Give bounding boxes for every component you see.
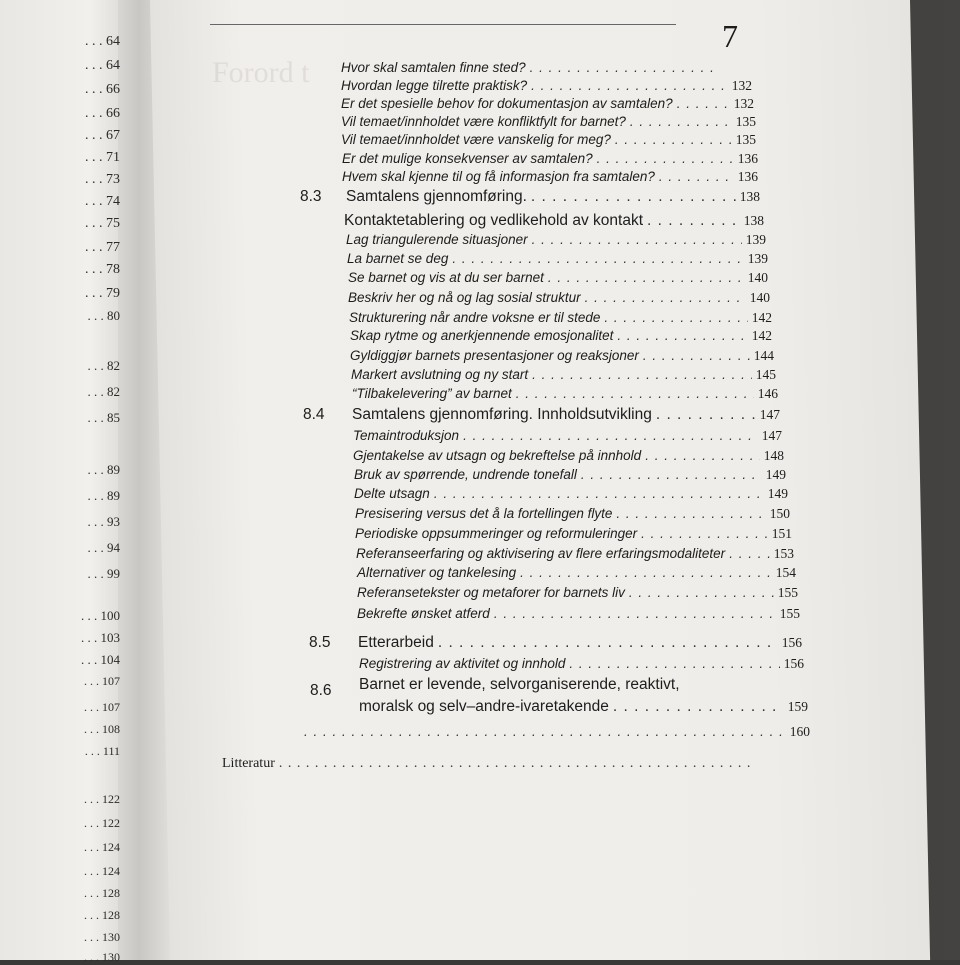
- dot-leader: [520, 565, 772, 580]
- toc-entry-title: Markert avslutning og ny start: [351, 367, 529, 382]
- toc-entry-page: 140: [749, 290, 770, 305]
- dot-leader: [548, 270, 744, 285]
- toc-entry-page: 155: [777, 585, 798, 600]
- toc-heading-entry: [359, 676, 806, 694]
- dot-leader: [581, 467, 762, 482]
- toc-entry-title: Gjentakelse av utsagn og bekreftelse på innhold: [353, 448, 642, 463]
- toc-entry: [341, 78, 752, 94]
- toc-heading-entry: [346, 188, 760, 206]
- dot-leader: [659, 169, 734, 184]
- toc-entry: [346, 232, 766, 248]
- left-page-number: . . . 80: [87, 308, 120, 323]
- left-page-number: . . . 89: [87, 488, 120, 503]
- dot-leader: [615, 132, 732, 147]
- toc-entry-page: 148: [763, 448, 784, 463]
- toc-entry-page: 142: [751, 328, 772, 343]
- toc-entry-title: Beskriv her og nå og lag sosial struktur: [348, 290, 581, 305]
- toc-entry-title: Hvor skal samtalen finne sted?: [341, 60, 526, 75]
- toc-entry-page: 156: [781, 635, 802, 650]
- dot-leader: [532, 232, 742, 247]
- left-page-number: . . . 111: [84, 744, 120, 758]
- left-page-number: . . . 82: [87, 358, 120, 373]
- toc-entry: [356, 546, 794, 562]
- left-page-number: . . . 108: [84, 722, 120, 736]
- dot-leader: [645, 448, 760, 463]
- toc-entry: [350, 328, 772, 344]
- section-number: 8.4: [303, 406, 325, 423]
- left-page-number: . . . 66: [85, 106, 120, 121]
- left-page-number: . . . 99: [87, 566, 120, 581]
- toc-entry: [357, 565, 796, 581]
- toc-entry: [342, 169, 758, 185]
- toc-entry-title: Skap rytme og anerkjennende emosjonalitet: [350, 328, 614, 343]
- toc-entry-page: 132: [733, 96, 754, 111]
- toc-entry-title: Er det spesielle behov for dokumentasjon av samtalen?: [341, 96, 673, 111]
- left-page-number: . . . 93: [87, 514, 120, 529]
- toc-entry-page: 154: [775, 565, 796, 580]
- toc-heading-entry: [358, 634, 802, 652]
- toc-entry-page: 132: [731, 78, 752, 93]
- section-number: 8.5: [309, 634, 331, 651]
- dot-leader: [434, 486, 764, 501]
- toc-entry-title: Gyldiggjør barnets presentasjoner og reaksjoner: [350, 348, 639, 363]
- dot-leader: [569, 656, 779, 671]
- dot-leader: [656, 406, 756, 424]
- dot-leader: [463, 428, 758, 443]
- toc-entry: [348, 290, 770, 306]
- toc-entry-title: “Tilbakelevering” av barnet: [352, 386, 512, 401]
- toc-entry-title: Vil temaet/innholdet være vanskelig for meg?: [341, 132, 611, 147]
- toc-entry-title: moralsk og selv–andre-ivaretakende: [359, 698, 609, 715]
- toc-entry: [342, 151, 758, 167]
- toc-entry: [355, 526, 792, 542]
- toc-entry-title: Alternativer og tankelesing: [357, 565, 517, 580]
- left-page-number: . . . 107: [84, 674, 120, 688]
- toc-entry: [300, 724, 810, 740]
- toc-entry-title: Delte utsagn: [354, 486, 430, 501]
- toc-entry-title: Referanseerfaring og aktivisering av flere erfaringsmodaliteter: [356, 546, 726, 561]
- toc-entry-page: 135: [735, 114, 756, 129]
- dot-leader: [677, 96, 730, 111]
- left-page-number: . . . 107: [84, 700, 120, 714]
- dot-leader: [438, 634, 778, 652]
- toc-entry: [341, 96, 754, 112]
- left-page-number: . . . 82: [87, 384, 120, 399]
- toc-entry-title: Lag triangulerende situasjoner: [346, 232, 528, 247]
- toc-entry: [352, 386, 778, 402]
- toc-entry-title: Vil temaet/innholdet være konfliktfylt for barnet?: [341, 114, 626, 129]
- toc-entry-page: 147: [761, 428, 782, 443]
- dot-leader: [532, 367, 752, 382]
- left-page-number: . . . 100: [81, 608, 120, 623]
- toc-entry-page: 155: [779, 606, 800, 621]
- left-page-number: . . . 128: [84, 886, 120, 900]
- toc-entry-page: 144: [753, 348, 774, 363]
- toc-entry-page: 136: [737, 169, 758, 184]
- left-page-number: . . . 64: [85, 34, 120, 49]
- dot-leader: [643, 348, 750, 363]
- left-page-number: . . . 71: [85, 150, 120, 165]
- toc-entry-title: Se barnet og vis at du ser barnet: [348, 270, 544, 285]
- left-page-number: . . . 89: [87, 462, 120, 477]
- left-page-number: . . . 64: [85, 58, 120, 73]
- toc-entry: [350, 348, 774, 364]
- dot-leader: [585, 290, 746, 305]
- toc-entry: [353, 428, 782, 444]
- toc-entry-title: Bruk av spørrende, undrende tonefall: [354, 467, 577, 482]
- toc-entry-title: Registrering av aktivitet og innhold: [359, 656, 566, 671]
- toc-entry-page: 146: [757, 386, 778, 401]
- toc-entry: [354, 467, 786, 483]
- toc-entry-title: Hvem skal kjenne til og få informasjon fra samtalen?: [342, 169, 655, 184]
- toc-entry: [341, 132, 756, 148]
- toc-entry-page: 140: [747, 270, 768, 285]
- toc-entry-page: 142: [751, 310, 772, 325]
- toc-entry: [357, 606, 800, 622]
- left-page-number: . . . 67: [85, 128, 120, 143]
- left-page-number: . . . 122: [84, 792, 120, 806]
- dot-leader: [729, 546, 770, 561]
- left-page-number: . . . 103: [81, 630, 120, 645]
- toc-entry-title: Samtalens gjennomføring. Innholdsutvikling: [352, 406, 652, 423]
- toc-entry: [355, 506, 790, 522]
- toc-entry-page: 160: [789, 724, 810, 739]
- toc-entry-title: La barnet se deg: [347, 251, 449, 266]
- toc-entry-page: 153: [773, 546, 794, 561]
- toc-entry-page: 136: [737, 151, 758, 166]
- dot-leader: [630, 114, 732, 129]
- toc-entry-title: Periodiske oppsummeringer og reformuleringer: [355, 526, 638, 541]
- header-rule: [210, 24, 676, 25]
- toc-entry-page: 150: [769, 506, 790, 521]
- dot-leader: [279, 756, 756, 772]
- toc-entry: [347, 251, 768, 267]
- toc-heading-entry: [352, 406, 780, 424]
- toc-entry-title: Er det mulige konsekvenser av samtalen?: [342, 151, 593, 166]
- toc-entry-title: Litteratur: [222, 756, 275, 771]
- toc-entry-page: 149: [767, 486, 788, 501]
- dot-leader: [531, 188, 736, 206]
- toc-entry-title: Hvordan legge tilrette praktisk?: [341, 78, 528, 93]
- left-page-number: . . . 77: [85, 240, 120, 255]
- toc-entry-title: Presisering versus det å la fortellingen flyte: [355, 506, 613, 521]
- toc-entry: [351, 367, 776, 383]
- toc-entry-title: Etterarbeid: [358, 634, 434, 651]
- dot-leader: [616, 506, 765, 521]
- left-page-number: . . . 85: [87, 410, 120, 425]
- toc-entry-page: 149: [765, 467, 786, 482]
- toc-entry: [354, 486, 788, 502]
- left-page-number: . . . 74: [85, 194, 120, 209]
- dot-leader: [531, 78, 728, 93]
- toc-entry-page: 139: [747, 251, 768, 266]
- toc-entry: [341, 60, 720, 75]
- toc-heading-entry: [344, 212, 764, 230]
- toc-entry-page: 138: [743, 213, 764, 228]
- toc-entry: [359, 656, 804, 672]
- toc-entry: [349, 310, 772, 326]
- toc-entry-page: 159: [787, 699, 808, 714]
- toc-entry: [357, 585, 798, 601]
- left-page-number: . . . 124: [84, 840, 120, 854]
- toc-entry-page: 139: [745, 232, 766, 247]
- dot-leader: [494, 606, 776, 621]
- toc-entry-page: 147: [759, 407, 780, 422]
- toc-entry-title: Bekrefte ønsket atferd: [357, 606, 490, 621]
- dot-leader: [604, 310, 747, 325]
- toc-entry-title: Strukturering når andre voksne er til stede: [349, 310, 601, 325]
- left-page-number: . . . 78: [85, 262, 120, 277]
- toc-entry: [341, 114, 756, 130]
- dot-leader: [530, 60, 716, 75]
- page-number: 7: [722, 18, 738, 54]
- dot-leader: [647, 212, 740, 230]
- dot-leader: [516, 386, 754, 401]
- toc-entry-page: 156: [783, 656, 804, 671]
- left-page-number: . . . 66: [85, 82, 120, 97]
- toc-heading-entry: [359, 698, 808, 716]
- dot-leader: [452, 251, 743, 266]
- toc-entry-title: Samtalens gjennomføring.: [346, 188, 527, 205]
- dot-leader: [304, 724, 786, 739]
- dot-leader: [597, 151, 734, 166]
- left-page-number: . . . 73: [85, 172, 120, 187]
- toc-entry: [353, 448, 784, 464]
- toc-entry-title: Barnet er levende, selvorganiserende, reaktivt,: [359, 676, 680, 693]
- toc-entry: [222, 756, 760, 772]
- left-page-number: . . . 94: [87, 540, 120, 555]
- toc-entry-page: 145: [755, 367, 776, 382]
- section-number: 8.6: [310, 682, 332, 699]
- dot-leader: [629, 585, 774, 600]
- toc-entry-page: 151: [771, 526, 792, 541]
- left-page-number: . . . 104: [81, 652, 120, 667]
- dot-leader: [617, 328, 747, 343]
- toc-entry-title: Referansetekster og metaforer for barnets liv: [357, 585, 625, 600]
- toc-entry: [348, 270, 768, 286]
- dot-leader: [641, 526, 768, 541]
- section-number: 8.3: [300, 188, 322, 205]
- ghost-heading: Forord t: [212, 56, 310, 89]
- left-page-number: . . . 130: [84, 930, 120, 944]
- left-page-number: . . . 130: [84, 950, 120, 964]
- left-page-number: . . . 128: [84, 908, 120, 922]
- left-page-number: . . . 75: [85, 216, 120, 231]
- toc-entry-title: Kontaktetablering og vedlikehold av kontakt: [344, 212, 644, 229]
- toc-entry-title: Temaintroduksjon: [353, 428, 460, 443]
- left-page-number: . . . 79: [85, 286, 120, 301]
- toc-entry-page: 138: [739, 189, 760, 204]
- left-page-number: . . . 122: [84, 816, 120, 830]
- left-page-number: . . . 124: [84, 864, 120, 878]
- dot-leader: [613, 698, 784, 716]
- toc-entry-page: 135: [735, 132, 756, 147]
